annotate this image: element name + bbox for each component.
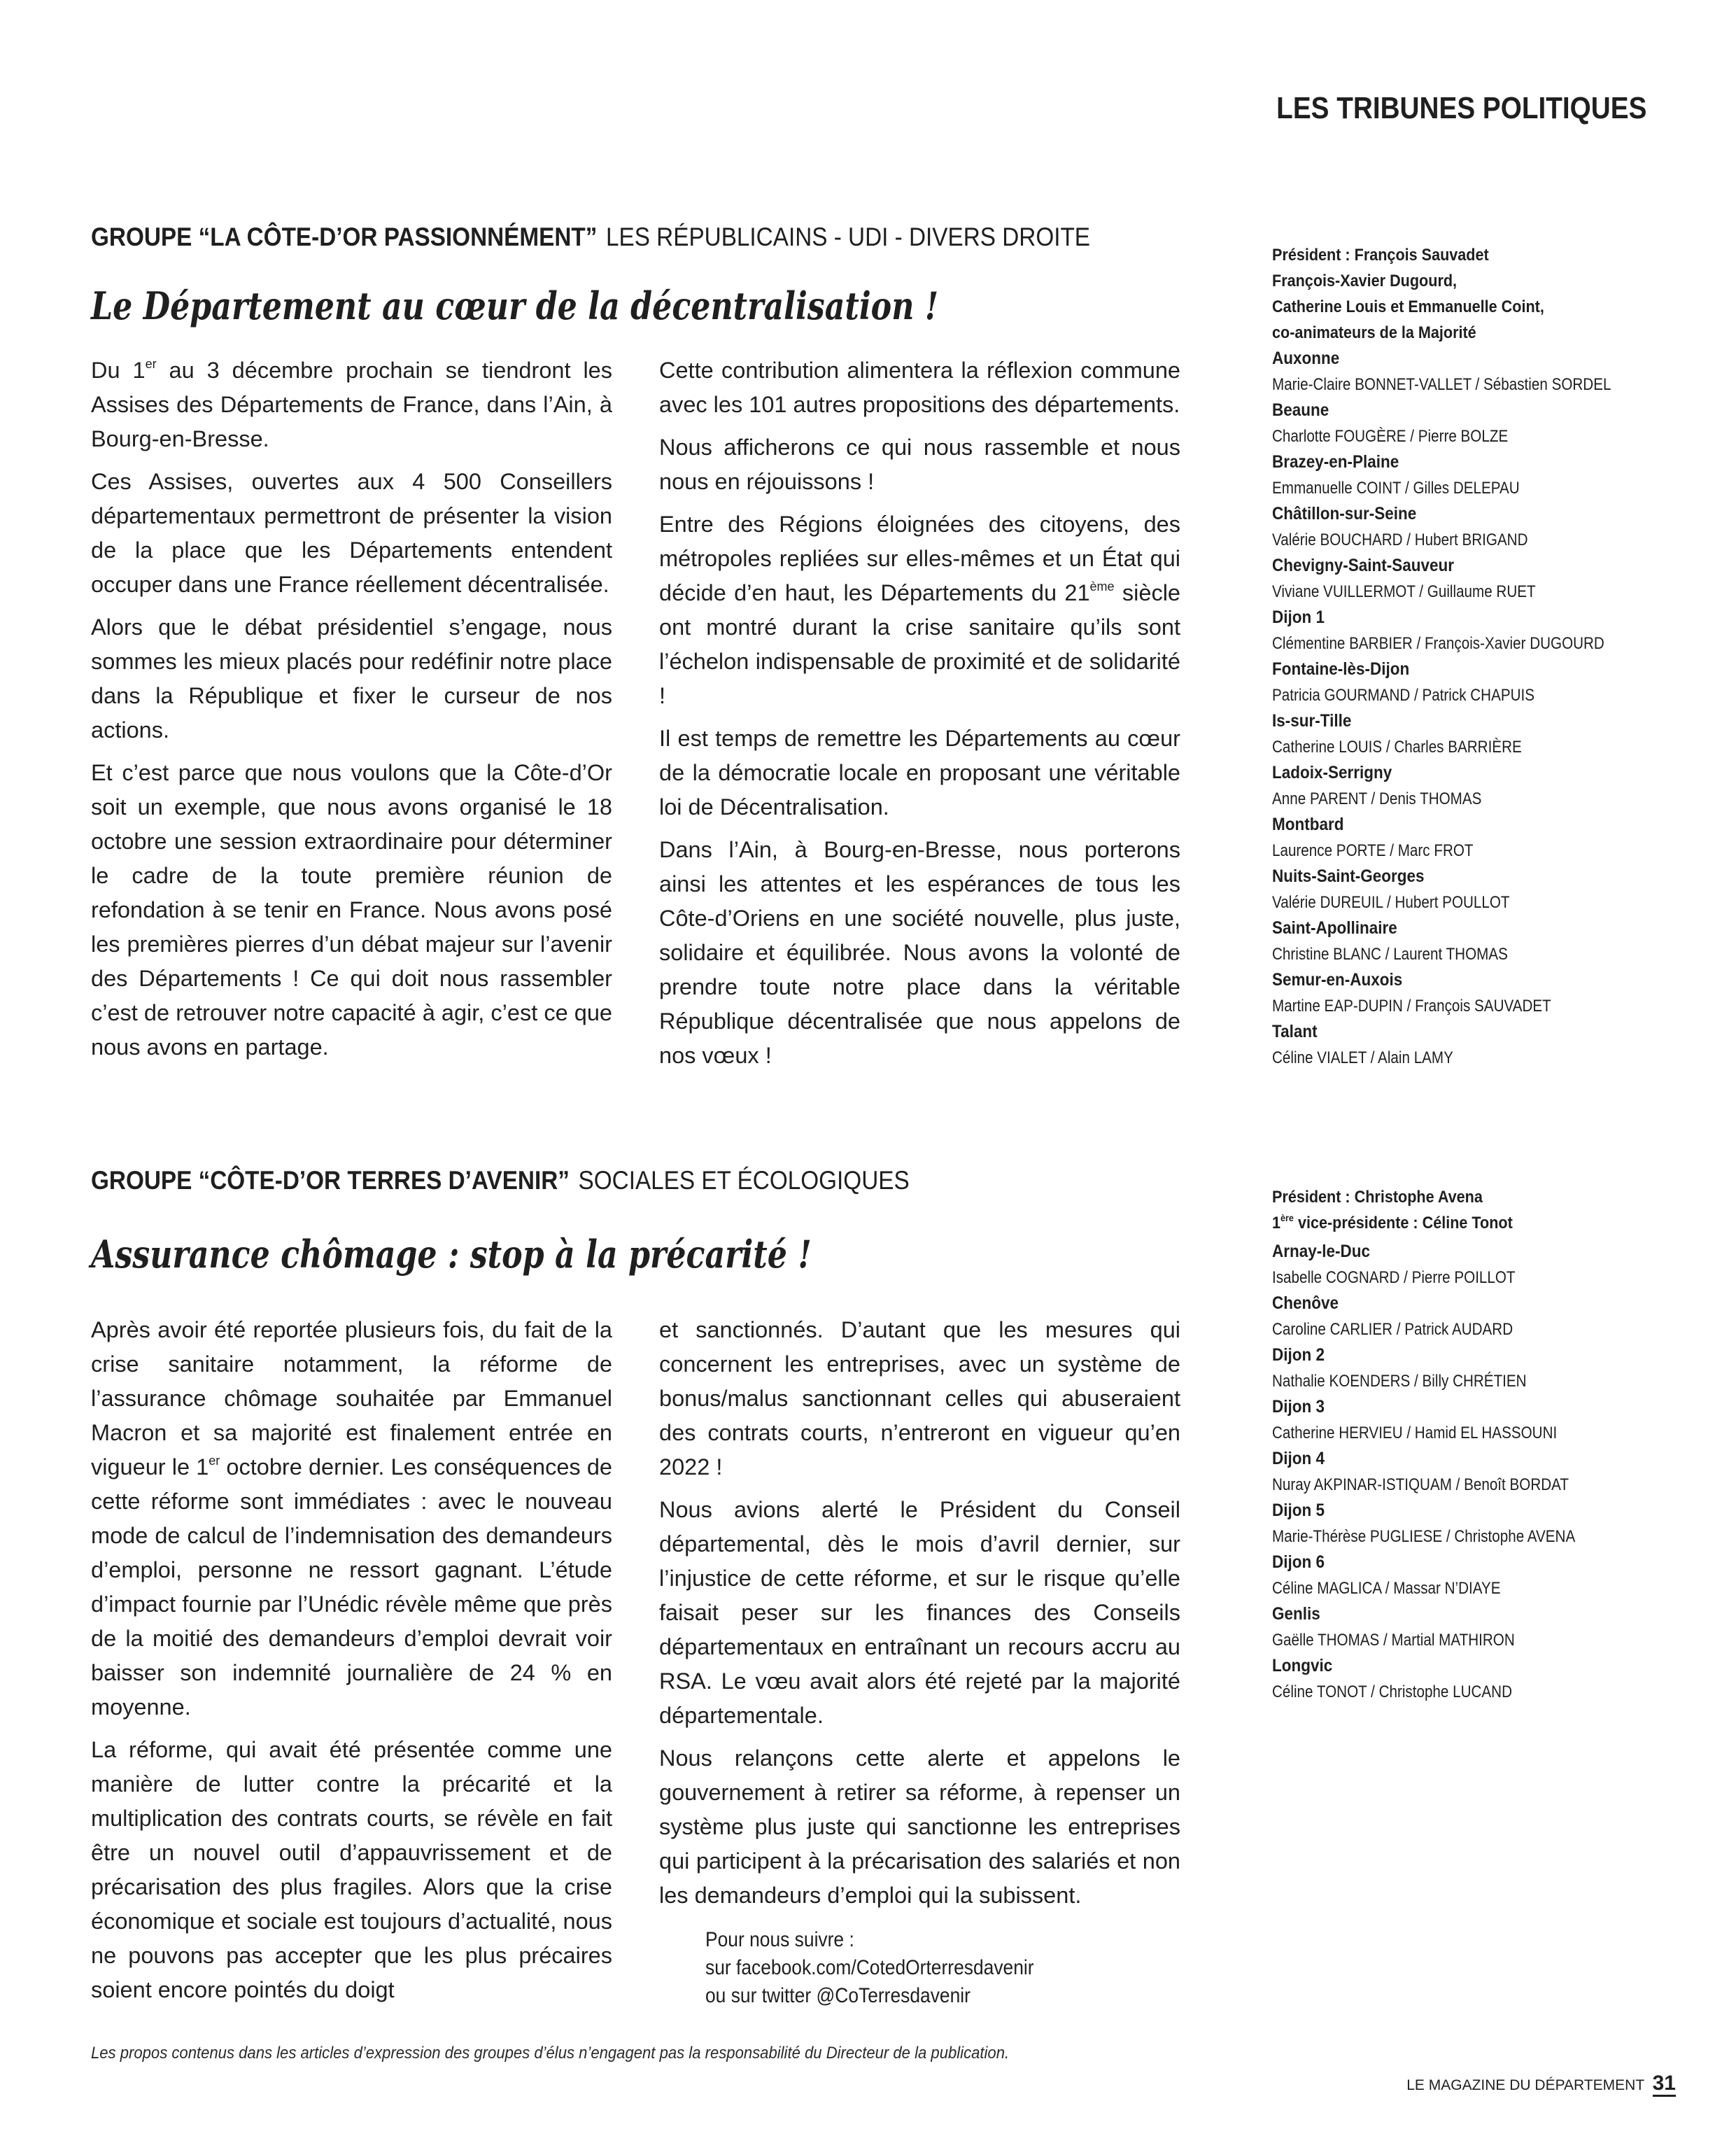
paragraph: Nous afficherons ce qui nous rassemble et nous nous en réjouissons ! (659, 435, 1180, 494)
paragraph: Alors que le débat présidentiel s’engage, nous sommes les mieux placés pour redéfinir notre place dans la République et fixer le curseur de nos actions. (91, 614, 612, 743)
canton-name: Chevigny-Saint-Sauveur (1272, 556, 1455, 575)
paragraph: Cette contribution alimentera la réflexion commune avec les 101 autres propositions des départements. (659, 358, 1180, 417)
councillor-names: Laurence PORTE / Marc FROT (1272, 841, 1474, 860)
councillor-names: Clémentine BARBIER / François-Xavier DUGOURD (1272, 634, 1604, 653)
group2-header (91, 1166, 910, 1195)
canton-name: Arnay-le-Duc (1272, 1242, 1371, 1261)
councillor-names: Céline VIALET / Alain LAMY (1272, 1048, 1453, 1067)
group2-column-1 (91, 1313, 612, 2016)
councillor-names: Gaëlle THOMAS / Martial MATHIRON (1272, 1631, 1515, 1650)
councillor-names: Marie-Claire BONNET-VALLET / Sébastien SORDEL (1272, 375, 1611, 394)
superscript: er (209, 1454, 220, 1468)
canton-name: Dijon 4 (1272, 1449, 1325, 1468)
paragraph (91, 1313, 612, 1724)
councillor-names: Isabelle COGNARD / Pierre POILLOT (1272, 1268, 1516, 1287)
paragraph: Et c’est parce que nous voulons que la Côte-d’Or soit un exemple, que nous avons organisé le 18 octobre une session extraordinaire pour déterminer le cadre de la toute première réunion de refondation à se tenir en France. Nous avons posé les premières pierres d’un débat majeur sur l’avenir des Départements ! Ce qui doit nous rassembler c’est de retrouver notre capacité à agir, c’est ce que nous avons en partage. (91, 760, 612, 1060)
page-number: 31 (1653, 2072, 1676, 2097)
text: Du 1 (91, 358, 146, 383)
canton-name: Longvic (1272, 1656, 1333, 1675)
councillor-names: Céline TONOT / Christophe LUCAND (1272, 1682, 1512, 1701)
text: vice-présidente : Céline Tonot (1293, 1214, 1513, 1232)
councillor-names: Patricia GOURMAND / Patrick CHAPUIS (1272, 686, 1535, 705)
follow-intro: Pour nous suivre : (705, 1928, 854, 1951)
section-title: LES TRIBUNES POLITIQUES (1276, 91, 1646, 125)
superscript: er (145, 357, 157, 371)
disclaimer: Les propos contenus dans les articles d’expression des groupes d’élus n’engagent pas la responsabilité du Directeur de la publication. (91, 2044, 1010, 2063)
councillor-names: Emmanuelle COINT / Gilles DELEPAU (1272, 479, 1520, 498)
councillor-names: Christine BLANC / Laurent THOMAS (1272, 945, 1508, 964)
group1-leadership-line: co-animateurs de la Majorité (1272, 323, 1476, 342)
paragraph: Dans l’Ain, à Bourg-en-Bresse, nous porterons ainsi les attentes et les espérances de tous les Côte-d’Oriens en une société nouvelle, plus juste, solidaire et équilibrée. Nous avons la volonté de prendre toute notre place dans la véritable République décentralisée que nous appelons de nos vœux ! (659, 837, 1180, 1068)
canton-name: Dijon 5 (1272, 1501, 1325, 1520)
paragraph (91, 353, 612, 456)
group2-vice-president (1272, 1210, 1663, 1236)
councillor-names: Charlotte FOUGÈRE / Pierre BOLZE (1272, 427, 1509, 446)
councillor-names: Anne PARENT / Denis THOMAS (1272, 789, 1482, 808)
canton-name: Ladoix-Serrigny (1272, 763, 1392, 782)
canton-name: Montbard (1272, 815, 1344, 834)
councillor-names: Céline MAGLICA / Massar N’DIAYE (1272, 1579, 1501, 1598)
group2-president: Président : Christophe Avena (1272, 1188, 1483, 1207)
canton-name: Dijon 2 (1272, 1345, 1325, 1365)
canton-name: Dijon 3 (1272, 1397, 1325, 1417)
paragraph: Il est temps de remettre les Départements au cœur de la démocratie locale en proposant une véritable loi de Décentralisation. (659, 726, 1180, 820)
superscript: ère (1280, 1212, 1294, 1223)
councillor-names: Nuray AKPINAR-ISTIQUAM / Benoît BORDAT (1272, 1475, 1569, 1494)
paragraph: Nous avions alerté le Président du Conseil départemental, dès le mois d’avril dernier, sur l’injustice de cette réforme, et sur le risque qu’elle faisait peser sur les finances des Conseils départementaux en entraînant un recours accru au RSA. Le vœu avait alors été rejeté par la majorité départementale. (659, 1497, 1180, 1728)
group1-leadership-line: François-Xavier Dugourd, (1272, 272, 1458, 290)
page-footer (1406, 2072, 1676, 2095)
paragraph: La réforme, qui avait été présentée comme une manière de lutter contre la précarité et la multiplication des contrats courts, se révèle en fait être un nouvel outil d’appauvrissement et de précarisation des plus fragiles. Alors que la crise économique et sociale est toujours d’actualité, nous ne pouvons pas accepter que les plus précaires soient encore pointés du doigt (91, 1737, 612, 2002)
canton-name: Dijon 6 (1272, 1552, 1325, 1572)
paragraph (659, 507, 1180, 713)
group1-column-2 (659, 353, 1180, 1081)
group1-name: GROUPE “LA CÔTE-D’OR PASSIONNÉMENT” (91, 223, 598, 251)
text: Après avoir été reportée plusieurs fois, du fait de la crise sanitaire notamment, la réforme de l’assurance chômage souhaitée par Emmanuel Macron et sa majorité est finalement entrée en vigueur le 1 (91, 1317, 612, 1480)
text: au 3 décembre prochain se tiendront les Assises des Départements de France, dans l’Ain, à Bourg-en-Bresse. (91, 358, 613, 451)
councillor-names: Caroline CARLIER / Patrick AUDARD (1272, 1320, 1513, 1339)
canton-name: Talant (1272, 1022, 1318, 1041)
twitter-link[interactable]: ou sur twitter @CoTerresdavenir (705, 1984, 971, 2007)
social-follow-block (705, 1926, 1034, 2010)
canton-name: Auxonne (1272, 349, 1340, 368)
canton-name: Brazey-en-Plaine (1272, 452, 1399, 472)
group2-column-2 (659, 1313, 1180, 1921)
canton-name: Beaune (1272, 400, 1329, 420)
councillor-names: Martine EAP-DUPIN / François SAUVADET (1272, 997, 1551, 1016)
councillor-names: Catherine HERVIEU / Hamid EL HASSOUNI (1272, 1424, 1558, 1442)
canton-name: Dijon 1 (1272, 607, 1325, 627)
canton-name: Chenôve (1272, 1293, 1339, 1313)
canton-name: Nuits-Saint-Georges (1272, 866, 1425, 886)
group1-affiliation: LES RÉPUBLICAINS - UDI - DIVERS DROITE (605, 223, 1091, 251)
facebook-link[interactable]: sur facebook.com/CotedOrterresdavenir (705, 1956, 1034, 1979)
canton-name: Semur-en-Auxois (1272, 970, 1403, 990)
text: octobre dernier. Les conséquences de cette réforme sont immédiates : avec le nouveau mode de calcul de l’indemnisation des demandeurs d’emploi, personne ne ressort gagnant. L’étude d’impact fournie par l’Unédic révèle même que près de la moitié des demandeurs d’emploi devrait voir baisser son indemnité journalière de 24 % en moyenne. (91, 1454, 612, 1720)
canton-name: Châtillon-sur-Seine (1272, 504, 1417, 524)
group2-article-title: Assurance chômage : stop à la précarité ! (91, 1232, 812, 1277)
group2-members-list (1272, 1184, 1706, 1705)
canton-name: Fontaine-lès-Dijon (1272, 659, 1410, 679)
group1-header (91, 223, 1090, 252)
superscript: ème (1089, 579, 1115, 593)
group2-name: GROUPE “CÔTE-D’OR TERRES D’AVENIR” (91, 1166, 570, 1195)
text: siècle ont montré durant la crise sanitaire qu’ils sont l’échelon indispensable de proximité et de solidarité ! (659, 580, 1180, 708)
magazine-name: LE MAGAZINE DU DÉPARTEMENT (1406, 2077, 1644, 2093)
group1-column-1 (91, 353, 612, 1073)
group1-leadership-line: Catherine Louis et Emmanuelle Coint, (1272, 297, 1544, 316)
text: 1 (1272, 1214, 1281, 1232)
councillor-names: Valérie BOUCHARD / Hubert BRIGAND (1272, 531, 1528, 549)
canton-name: Saint-Apollinaire (1272, 918, 1397, 938)
canton-name: Is-sur-Tille (1272, 711, 1352, 731)
councillor-names: Nathalie KOENDERS / Billy CHRÉTIEN (1272, 1372, 1527, 1391)
group1-members-list (1272, 242, 1706, 1071)
councillor-names: Valérie DUREUIL / Hubert POULLOT (1272, 893, 1510, 912)
group1-article-title: Le Département au cœur de la décentralisation ! (91, 283, 939, 328)
paragraph: Nous relançons cette alerte et appelons le gouvernement à retirer sa réforme, à repenser un système plus juste qui sanctionne les entreprises qui participent à la précarisation des salariés et non les demandeurs d’emploi qui la subissent. (659, 1745, 1180, 1908)
paragraph: Ces Assises, ouvertes aux 4 500 Conseillers départementaux permettront de présenter la vision de la place que les Départements entendent occuper dans une France réellement décentralisée. (91, 469, 612, 597)
group1-leadership-line: Président : François Sauvadet (1272, 246, 1489, 265)
councillor-names: Catherine LOUIS / Charles BARRIÈRE (1272, 738, 1522, 757)
councillor-names: Marie-Thérèse PUGLIESE / Christophe AVENA (1272, 1527, 1576, 1546)
paragraph: et sanctionnés. D’autant que les mesures qui concernent les entreprises, avec un système de bonus/malus sanctionnant celles qui abuseraient des contrats courts, n’entreront en vigueur qu’en 2022 ! (659, 1317, 1180, 1480)
text: Entre des Régions éloignées des citoyens, des métropoles repliées sur elles-mêmes et un État qui décide d’en haut, les Départements du 21 (659, 512, 1180, 605)
group2-affiliation: SOCIALES ET ÉCOLOGIQUES (578, 1166, 910, 1195)
councillor-names: Viviane VUILLERMOT / Guillaume RUET (1272, 582, 1536, 601)
canton-name: Genlis (1272, 1604, 1320, 1624)
